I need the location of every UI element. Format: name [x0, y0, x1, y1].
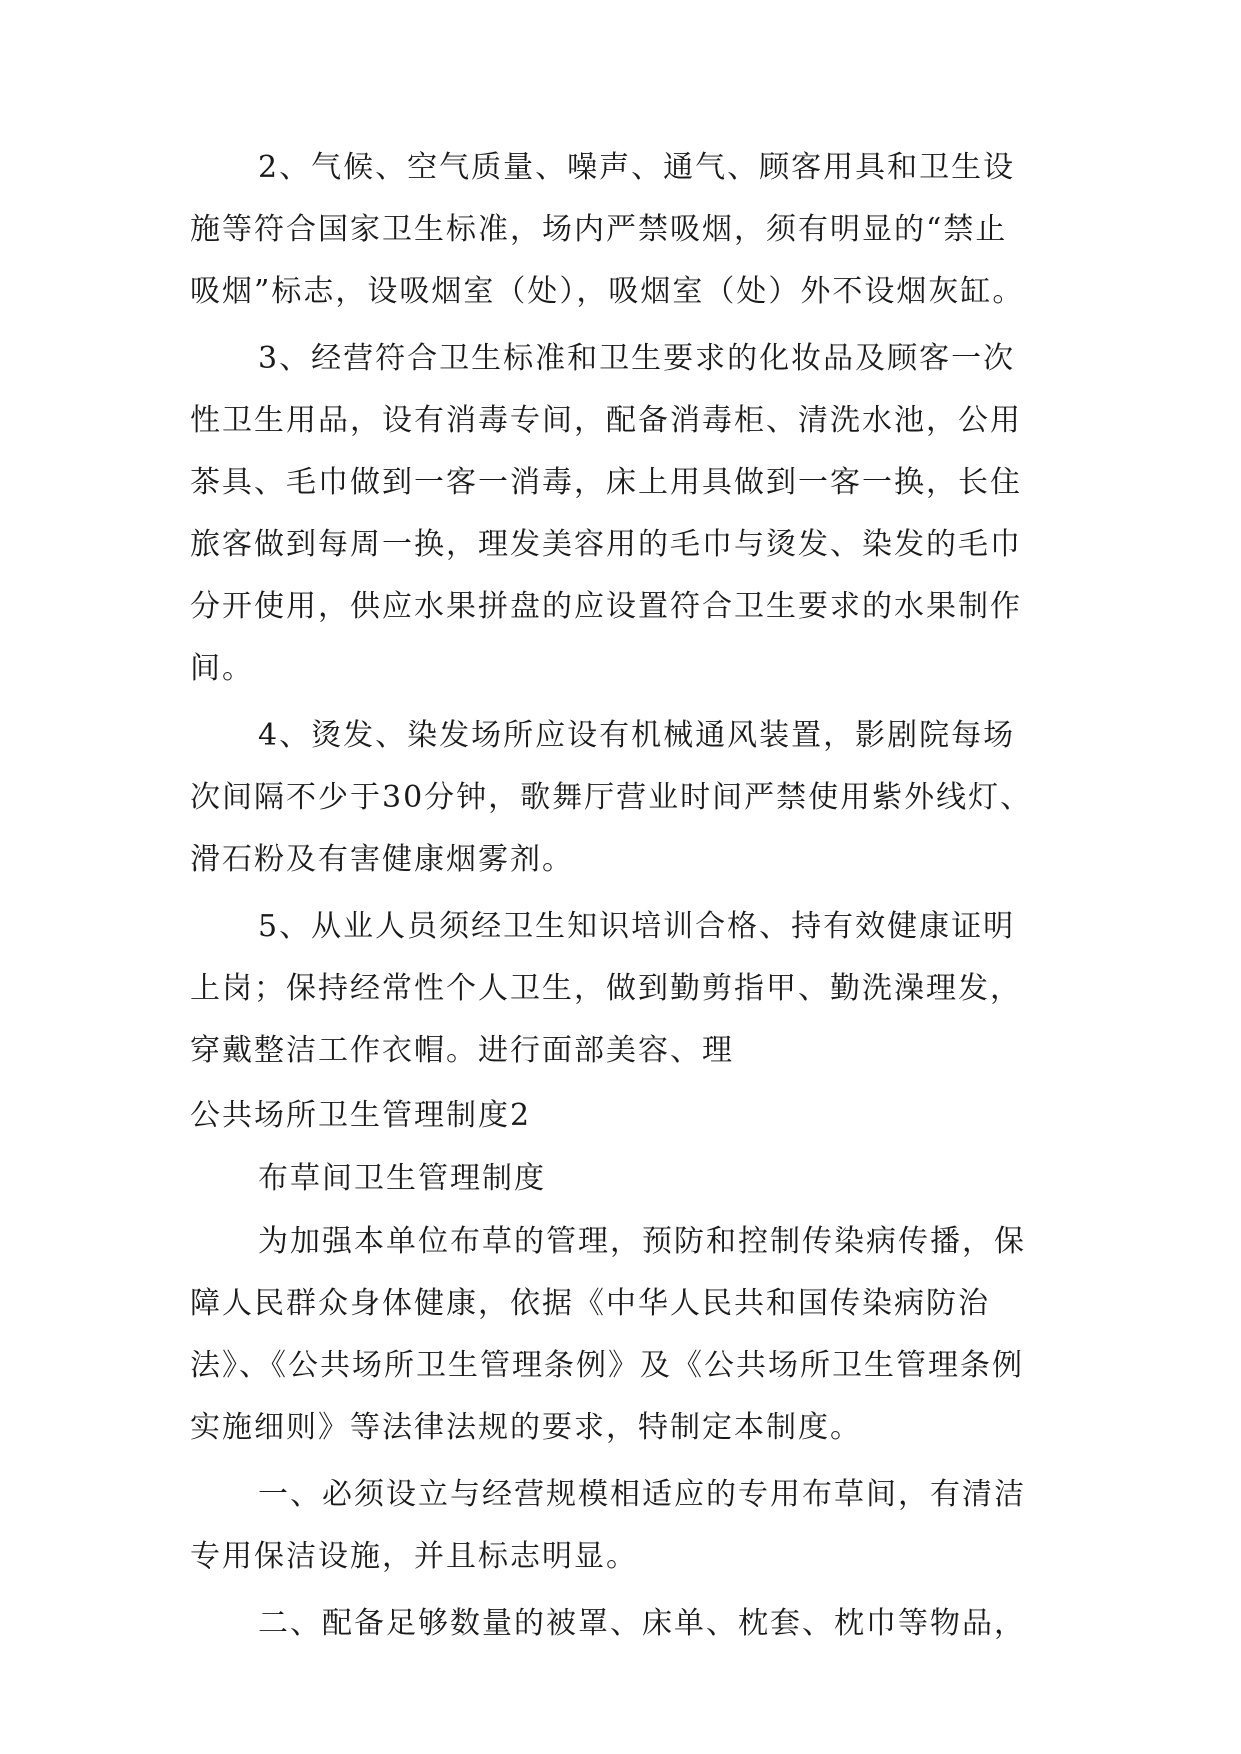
text-line: 4、烫发、染发场所应设有机械通风装置，影剧院每场: [258, 718, 1016, 753]
text-line: 茶具、毛巾做到一客一消毒，床上用具做到一客一换，长住: [190, 465, 1022, 500]
text-line: 施等符合国家卫生标准，场内严禁吸烟，须有明显的“禁止: [190, 212, 1008, 247]
section-subtitle: 布草间卫生管理制度: [258, 1161, 546, 1196]
text-line: 旅客做到每周一换，理发美容用的毛巾与烫发、染发的毛巾: [190, 527, 1022, 562]
text-line: 一、必须设立与经营规模相适应的专用布草间，有清洁: [258, 1477, 1026, 1512]
text-line: 穿戴整洁工作衣帽。进行面部美容、理: [190, 1033, 734, 1068]
text-line: 间。: [190, 651, 254, 686]
text-line: 专用保洁设施，并且标志明显。: [190, 1539, 638, 1574]
text-line: 上岗；保持经常性个人卫生，做到勤剪指甲、勤洗澡理发，: [190, 971, 1022, 1006]
text-line: 性卫生用品，设有消毒专间，配备消毒柜、清洗水池，公用: [190, 403, 1022, 438]
text-line: 滑石粉及有害健康烟雾剂。: [190, 842, 574, 877]
text-line: 法》、《公共场所卫生管理条例》及《公共场所卫生管理条例: [190, 1348, 1024, 1383]
text-line: 3、经营符合卫生标准和卫生要求的化妆品及顾客一次: [258, 341, 1016, 376]
text-line: 为加强本单位布草的管理，预防和控制传染病传播，保: [258, 1224, 1026, 1259]
text-line: 5、从业人员须经卫生知识培训合格、持有效健康证明: [258, 909, 1016, 944]
text-line: 2、气候、空气质量、噪声、通气、顾客用具和卫生设: [258, 150, 1016, 185]
text-line: 二、配备足够数量的被罩、床单、枕套、枕巾等物品，: [258, 1606, 1026, 1641]
text-line: 实施细则》等法律法规的要求，特制定本制度。: [190, 1410, 862, 1445]
section-title: 公共场所卫生管理制度2: [190, 1098, 532, 1133]
text-line: 次间隔不少于30分钟，歌舞厅营业时间严禁使用紫外线灯、: [190, 780, 1033, 815]
text-line: 障人民群众身体健康，依据《中华人民共和国传染病防治: [190, 1286, 990, 1321]
text-line: 分开使用，供应水果拼盘的应设置符合卫生要求的水果制作: [190, 589, 1022, 624]
text-line: 吸烟”标志，设吸烟室（处），吸烟室（处）外不设烟灰缸。: [190, 274, 1025, 309]
